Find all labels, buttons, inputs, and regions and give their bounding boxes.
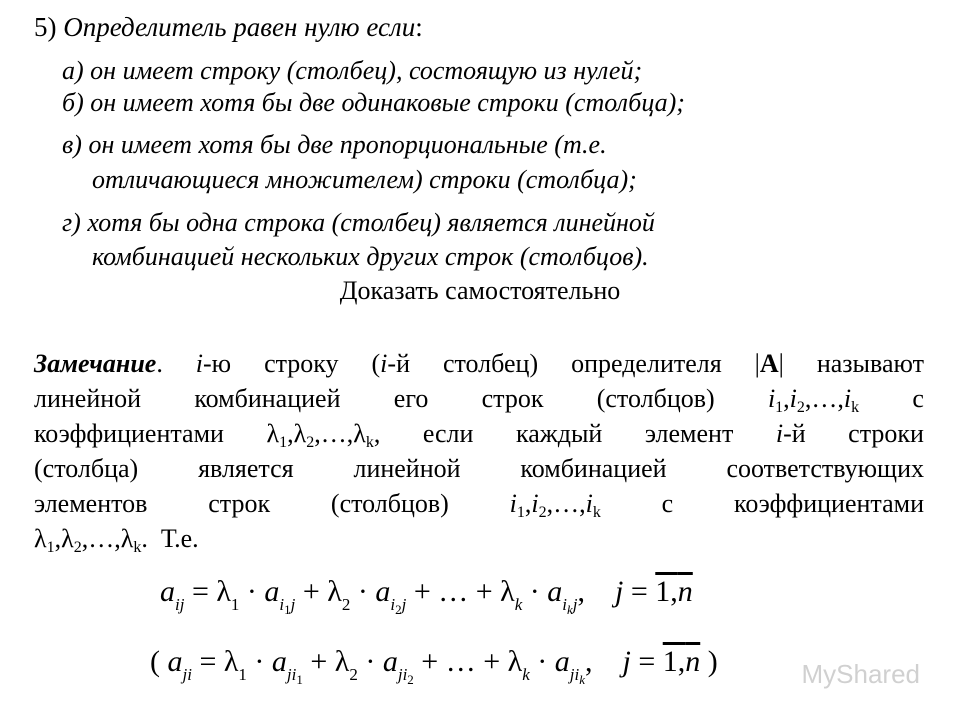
remark-line-1: Замечание. i-ю строку (i-й столбец) определителя |A| называют bbox=[34, 349, 924, 378]
remark-line-3: коэффициентами $\lambda_1,\lambda_2,\dots,\lambda_k$, если каждый элемент i-й строки bbox=[34, 419, 924, 451]
condition-label: б) bbox=[62, 88, 84, 117]
condition-label: а) bbox=[62, 56, 84, 85]
condition-b bbox=[62, 88, 685, 118]
proof-note: Доказать самостоятельно bbox=[339, 276, 621, 305]
condition-c-cont bbox=[92, 165, 637, 195]
condition-text: хотя бы одна строка (столбец) является линейной bbox=[87, 208, 655, 237]
condition-text: он имеет хотя бы две пропорциональные (т.е. bbox=[88, 130, 607, 159]
condition-label: г) bbox=[62, 208, 81, 237]
remark-paragraph bbox=[34, 346, 924, 556]
remark-line-6: $\lambda_1,\lambda_2,\dots,\lambda_k$. Т.е. bbox=[34, 524, 199, 556]
condition-text: комбинацией нескольких других строк (столбцов). bbox=[92, 242, 649, 271]
remark-line-5: элементов строк (столбцов) $i_1,i_2,\dots,i_k$ с коэффициентами bbox=[34, 489, 924, 521]
condition-c bbox=[62, 130, 607, 160]
remark-label: Замечание bbox=[34, 349, 157, 378]
heading-number: 5) bbox=[34, 12, 57, 42]
column-combination-formula: ( $a_{ji} = \lambda_1 \cdot a_{ji_1} + \lambda_2 \cdot a_{ji_2}$ + … + $\lambda_k \cdot a_{ji_k}$, j = 1,n ) bbox=[150, 645, 718, 687]
remark-line-4: (столбца) является линейной комбинацией соответствующих bbox=[34, 454, 924, 483]
heading-text: Определитель равен нулю если bbox=[63, 12, 416, 42]
condition-text: отличающиеся множителем) строки (столбца); bbox=[92, 165, 637, 194]
row-combination-formula: $a_{ij} = \lambda_1 \cdot a_{i_1j} + \lambda_2 \cdot a_{i_2j}$ + … + $\lambda_k \cdot a_{i_kj}$, j = 1,n bbox=[160, 575, 693, 617]
condition-text: он имеет хотя бы две одинаковые строки (столбца); bbox=[90, 88, 685, 117]
condition-d-cont bbox=[92, 242, 649, 272]
watermark: MyShared bbox=[801, 659, 920, 689]
condition-label: в) bbox=[62, 130, 82, 159]
condition-a bbox=[62, 56, 642, 86]
remark-line-2: линейной комбинацией его строк (столбцов) $i_1,i_2,\dots,i_k$ с bbox=[34, 384, 924, 416]
section-heading bbox=[34, 12, 423, 43]
heading-colon: : bbox=[415, 12, 423, 42]
condition-d bbox=[62, 208, 655, 238]
condition-text: он имеет строку (столбец), состоящую из нулей; bbox=[90, 56, 643, 85]
